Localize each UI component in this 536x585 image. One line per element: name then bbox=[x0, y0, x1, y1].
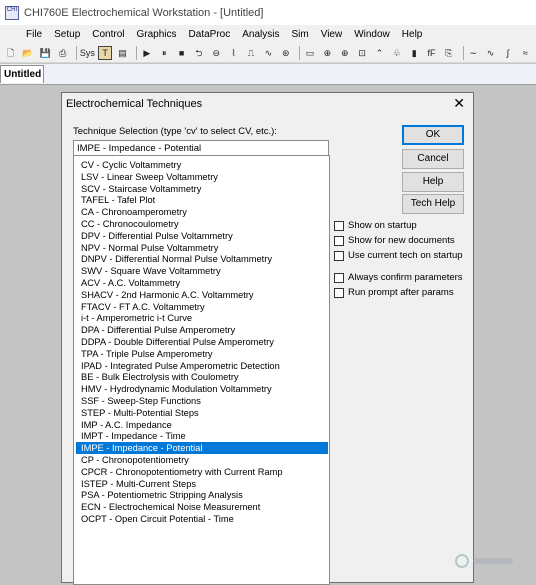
menu-setup[interactable]: Setup bbox=[54, 28, 81, 40]
ac-waveform-icon[interactable]: ∿ bbox=[264, 47, 273, 58]
menu-file[interactable]: File bbox=[26, 28, 43, 40]
technique-list-item[interactable]: NPV - Normal Pulse Voltammetry bbox=[81, 242, 219, 253]
smoothing-icon[interactable]: ∼ bbox=[469, 47, 477, 58]
technique-list-item[interactable]: TAFEL - Tafel Plot bbox=[81, 195, 156, 206]
checkbox-box[interactable] bbox=[334, 236, 344, 246]
run-prompt-after-params-checkbox[interactable] bbox=[334, 286, 454, 299]
toolbar-separator bbox=[299, 46, 300, 60]
font-icon[interactable]: fF bbox=[427, 47, 436, 58]
present-data-icon[interactable]: ▭ bbox=[305, 47, 315, 58]
color-icon[interactable]: ▮ bbox=[411, 47, 417, 58]
technique-list-item[interactable]: ISTEP - Multi-Current Steps bbox=[81, 478, 197, 489]
technique-list-item[interactable]: BE - Bulk Electrolysis with Coulometry bbox=[81, 372, 239, 383]
cancel-button[interactable]: Cancel bbox=[402, 149, 464, 169]
save-icon[interactable]: 💾 bbox=[39, 47, 51, 58]
technique-list-item[interactable]: SWV - Square Wave Voltammetry bbox=[81, 266, 221, 277]
checkbox-box[interactable] bbox=[334, 251, 344, 261]
derivative-icon[interactable]: ∿ bbox=[486, 47, 495, 58]
help-button[interactable]: Help bbox=[402, 172, 464, 192]
document-tab-bar bbox=[0, 64, 536, 85]
technique-selection-label: Technique Selection (type 'cv' to select CV, etc.): bbox=[73, 126, 277, 137]
technique-list-item[interactable]: SSF - Sweep-Step Functions bbox=[81, 396, 201, 406]
ok-button[interactable]: OK bbox=[402, 125, 464, 145]
technique-list-item[interactable]: LSV - Linear Sweep Voltammetry bbox=[81, 171, 218, 182]
checkbox-label: Run prompt after params bbox=[348, 287, 454, 298]
menu-analysis[interactable]: Analysis bbox=[242, 28, 280, 40]
close-icon[interactable]: ✕ bbox=[453, 95, 465, 111]
reverse-scan-icon[interactable]: ⮌ bbox=[195, 47, 203, 58]
technique-list-item[interactable]: DPV - Differential Pulse Voltammetry bbox=[81, 230, 233, 241]
technique-list-item[interactable]: DPA - Differential Pulse Amperometry bbox=[81, 325, 236, 336]
technique-list-item[interactable]: DNPV - Differential Normal Pulse Voltammetry bbox=[81, 254, 272, 265]
menu-dataproc[interactable]: DataProc bbox=[188, 28, 231, 40]
menu-window[interactable]: Window bbox=[354, 28, 390, 40]
convolution-icon[interactable]: ≈ bbox=[522, 47, 528, 58]
show-for-new-documents-checkbox[interactable] bbox=[334, 234, 455, 247]
technique-list-item[interactable]: IMPT - Impedance - Time bbox=[81, 431, 186, 442]
technique-list-item[interactable]: CPCR - Chronopotentiometry with Current Ramp bbox=[81, 466, 283, 477]
technique-list-item[interactable]: ECN - Electrochemical Noise Measurement bbox=[81, 502, 261, 513]
toolbar-separator bbox=[76, 46, 77, 60]
cell-control-icon[interactable]: ⎍ bbox=[247, 47, 255, 58]
technique-list-item[interactable]: ACV - A.C. Voltammetry bbox=[81, 278, 181, 288]
menu-bar bbox=[0, 25, 536, 43]
technique-list-item[interactable]: OCPT - Open Circuit Potential - Time bbox=[81, 514, 234, 524]
technique-list-item[interactable]: HMV - Hydrodynamic Modulation Voltammetry bbox=[81, 384, 272, 395]
checkbox-label: Use current tech on startup bbox=[348, 250, 463, 261]
checkbox-label: Show on startup bbox=[348, 220, 417, 231]
window-title: CHI760E Electrochemical Workstation - [Untitled] bbox=[24, 6, 264, 19]
checkbox-box[interactable] bbox=[334, 221, 344, 231]
title-bar bbox=[0, 0, 536, 25]
technique-list-item[interactable]: IMPE - Impedance - Potential bbox=[76, 442, 328, 454]
technique-list-item[interactable]: PSA - Potentiometric Stripping Analysis bbox=[81, 490, 243, 501]
checkbox-box[interactable] bbox=[334, 288, 344, 298]
menu-control[interactable]: Control bbox=[92, 28, 125, 40]
zoom-icon[interactable]: ⊛ bbox=[281, 47, 290, 58]
technique-list-item[interactable]: SHACV - 2nd Harmonic A.C. Voltammetry bbox=[81, 289, 254, 300]
technique-list-item[interactable]: TPA - Triple Pulse Amperometry bbox=[81, 348, 213, 359]
graph-options-icon[interactable]: ♧ bbox=[392, 47, 401, 58]
technique-list-item[interactable]: CP - Chronopotentiometry bbox=[81, 455, 189, 465]
run-icon[interactable]: ▶ bbox=[143, 47, 151, 58]
menu-sim[interactable]: Sim bbox=[291, 28, 309, 40]
overlay-plot-icon[interactable]: ⊕ bbox=[323, 47, 332, 58]
technique-list-item[interactable]: IMP - A.C. Impedance bbox=[81, 419, 172, 430]
copy-icon[interactable]: ⎘ bbox=[445, 47, 453, 58]
techniques-dialog bbox=[61, 92, 474, 583]
technique-list-item[interactable]: FTACV - FT A.C. Voltammetry bbox=[81, 301, 205, 312]
new-file-icon[interactable]: 🗋 bbox=[7, 47, 15, 58]
technique-list[interactable] bbox=[73, 155, 330, 585]
technique-list-item[interactable]: CC - Chronocoulometry bbox=[81, 219, 179, 229]
technique-list-item[interactable]: CA - Chronoamperometry bbox=[81, 207, 187, 218]
manual-results-icon[interactable]: ⊡ bbox=[358, 47, 366, 58]
system-setup-icon[interactable]: Sys bbox=[79, 47, 95, 58]
technique-input[interactable] bbox=[73, 140, 329, 156]
technique-list-item[interactable]: SCV - Staircase Voltammetry bbox=[81, 183, 202, 194]
zoom-in-icon[interactable]: ⊕ bbox=[340, 47, 349, 58]
menu-help[interactable]: Help bbox=[401, 28, 423, 40]
toolbar-separator bbox=[463, 46, 464, 60]
technique-list-item[interactable]: IPAD - Integrated Pulse Amperometric Detection bbox=[81, 360, 280, 371]
technique-list-item[interactable]: i-t - Amperometric i-t Curve bbox=[81, 313, 193, 324]
menu-view[interactable]: View bbox=[320, 28, 343, 40]
integration-icon[interactable]: ∫ bbox=[506, 47, 510, 58]
tech-help-button[interactable]: Tech Help bbox=[402, 194, 464, 214]
toolbar bbox=[0, 43, 536, 63]
checkbox-label: Show for new documents bbox=[348, 235, 455, 246]
pause-icon[interactable]: ⏸ bbox=[161, 47, 167, 58]
technique-list-item[interactable]: CV - Cyclic Voltammetry bbox=[81, 160, 182, 170]
checkbox-box[interactable] bbox=[334, 273, 344, 283]
print-icon[interactable]: ⎙ bbox=[59, 47, 67, 58]
app-chi-icon: CHI bbox=[5, 6, 19, 20]
dialog-title: Electrochemical Techniques bbox=[66, 98, 203, 110]
watermark-circle-icon bbox=[455, 554, 469, 568]
checkbox-label: Always confirm parameters bbox=[348, 272, 463, 283]
ir-compensation-icon[interactable]: ⊖ bbox=[212, 47, 221, 58]
document-tab-untitled[interactable]: Untitled bbox=[0, 65, 44, 83]
use-current-tech-checkbox[interactable] bbox=[334, 249, 463, 262]
toolbar-separator bbox=[136, 46, 137, 60]
technique-list-item[interactable]: DDPA - Double Differential Pulse Amperometry bbox=[81, 337, 274, 347]
technique-icon[interactable]: T bbox=[98, 46, 111, 60]
show-on-startup-checkbox[interactable] bbox=[334, 219, 417, 232]
peak-definition-icon[interactable]: ⌃ bbox=[375, 47, 384, 58]
technique-list-item[interactable]: STEP - Multi-Potential Steps bbox=[81, 407, 199, 418]
filter-icon[interactable]: ⌇ bbox=[231, 47, 236, 58]
always-confirm-parameters-checkbox[interactable] bbox=[334, 271, 463, 284]
watermark-bar bbox=[473, 558, 513, 564]
watermark-logo bbox=[455, 550, 517, 572]
menu-graphics[interactable]: Graphics bbox=[136, 28, 177, 40]
open-folder-icon[interactable]: 📂 bbox=[22, 47, 34, 58]
stop-icon[interactable]: ■ bbox=[178, 47, 185, 58]
parameters-icon[interactable]: ▤ bbox=[118, 47, 127, 58]
